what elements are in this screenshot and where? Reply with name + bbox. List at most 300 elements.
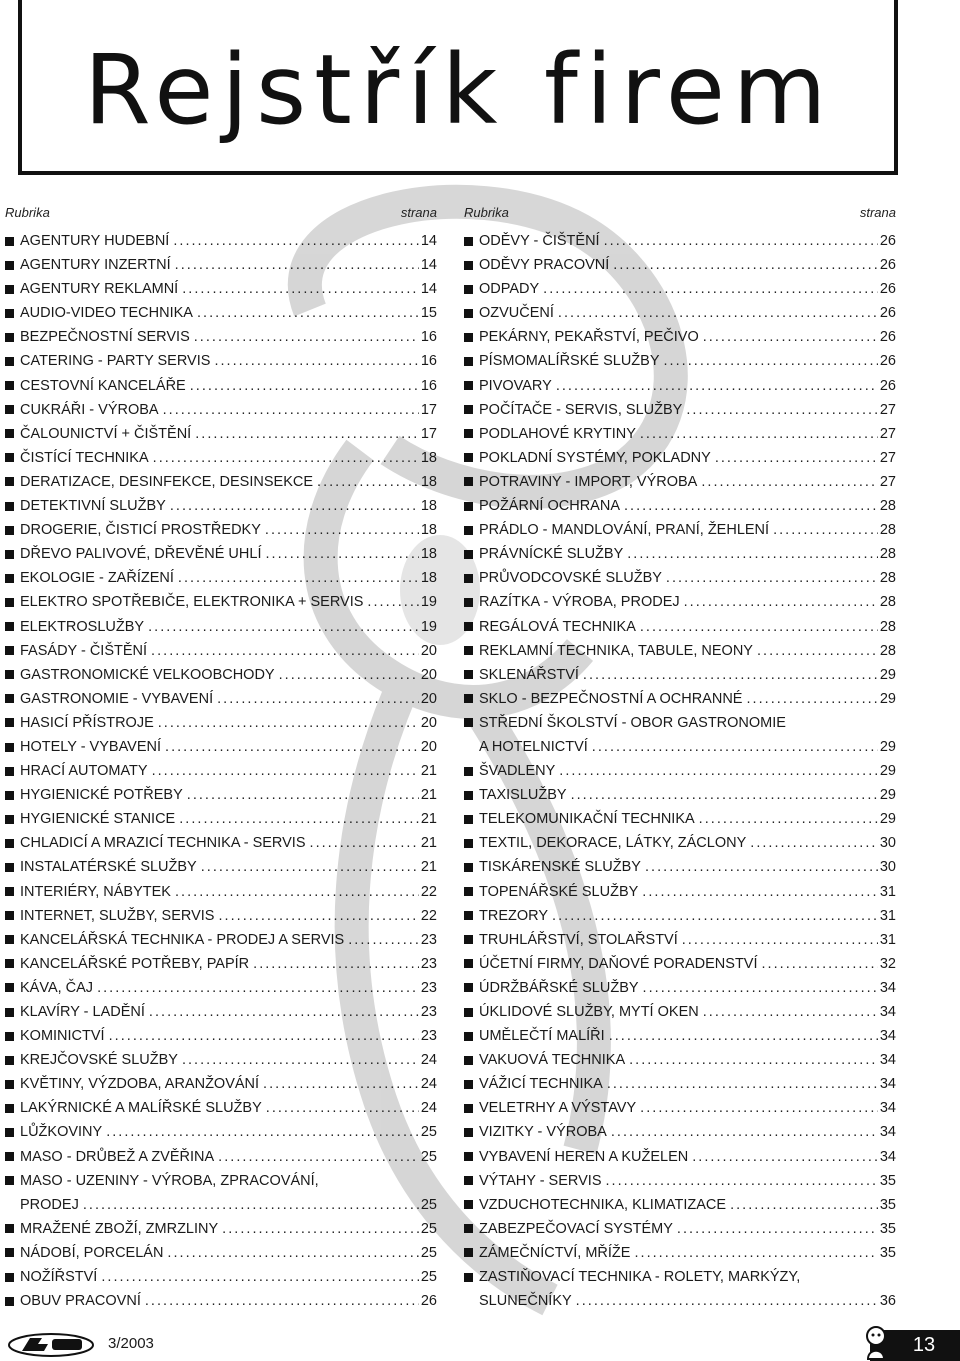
entry-page: 30 bbox=[879, 835, 896, 852]
dot-leader bbox=[682, 928, 878, 952]
bullet-square-icon bbox=[5, 502, 14, 511]
entry-name: SLUNEČNÍKY bbox=[479, 1293, 572, 1310]
entry-name: NOŽÍŘSTVÍ bbox=[20, 1269, 98, 1286]
entry-page: 28 bbox=[879, 594, 896, 611]
bullet-square-icon bbox=[464, 935, 473, 944]
entry-name: ÚDRŽBÁŘSKÉ SLUŽBY bbox=[479, 979, 639, 996]
index-entry bbox=[5, 590, 437, 614]
bullet-square-icon bbox=[464, 887, 473, 896]
index-entry bbox=[464, 277, 896, 301]
index-entry bbox=[464, 1217, 896, 1241]
bullet-square-icon bbox=[5, 1104, 14, 1113]
entry-page: 19 bbox=[420, 594, 437, 611]
bullet-square-icon bbox=[5, 261, 14, 270]
entry-name: PRODEJ bbox=[20, 1196, 79, 1213]
bullet-square-icon bbox=[5, 1224, 14, 1233]
dot-leader bbox=[152, 759, 419, 783]
entry-name: PODLAHOVÉ KRYTINY bbox=[479, 425, 636, 442]
entry-page: 27 bbox=[879, 401, 896, 418]
index-entry bbox=[5, 1048, 437, 1072]
bullet-square-icon bbox=[5, 887, 14, 896]
entry-page: 29 bbox=[879, 690, 896, 707]
dot-leader bbox=[190, 374, 419, 398]
entry-name: ODPADY bbox=[479, 281, 540, 298]
index-entry bbox=[464, 1120, 896, 1144]
index-entry bbox=[5, 1120, 437, 1144]
dot-leader bbox=[640, 422, 878, 446]
page-title: Rejstřík firem bbox=[84, 34, 835, 146]
entry-name: VAKUOVÁ TECHNIKA bbox=[479, 1052, 626, 1069]
dot-leader bbox=[179, 807, 419, 831]
entry-name: HOTELY - VYBAVENÍ bbox=[20, 738, 162, 755]
entry-page: 21 bbox=[420, 835, 437, 852]
dot-leader bbox=[266, 1096, 419, 1120]
entry-page: 21 bbox=[420, 763, 437, 780]
left-entry-list bbox=[5, 229, 437, 1313]
index-entry bbox=[464, 494, 896, 518]
strana-label: strana bbox=[859, 205, 896, 220]
index-entry bbox=[5, 349, 437, 373]
entry-name: ELEKTROSLUŽBY bbox=[20, 618, 145, 635]
index-entry bbox=[464, 928, 896, 952]
index-entry bbox=[464, 229, 896, 253]
dot-leader bbox=[222, 1217, 419, 1241]
bullet-square-icon bbox=[5, 1080, 14, 1089]
index-entry bbox=[464, 566, 896, 590]
entry-page: 22 bbox=[420, 883, 437, 900]
index-entry bbox=[464, 446, 896, 470]
entry-name: SKLO - BEZPEČNOSTNÍ A OCHRANNÉ bbox=[479, 690, 743, 707]
bullet-square-icon bbox=[5, 622, 14, 631]
entry-page: 28 bbox=[879, 642, 896, 659]
entry-name: DERATIZACE, DESINFEKCE, DESINSEKCE bbox=[20, 473, 314, 490]
dot-leader bbox=[217, 687, 419, 711]
dot-leader bbox=[145, 1289, 419, 1313]
bullet-square-icon bbox=[464, 405, 473, 414]
entry-page: 14 bbox=[420, 257, 437, 274]
left-column bbox=[5, 205, 437, 1313]
index-entry bbox=[464, 759, 896, 783]
bullet-square-icon bbox=[5, 333, 14, 342]
bullet-square-icon bbox=[464, 526, 473, 535]
bullet-square-icon bbox=[5, 598, 14, 607]
dot-leader bbox=[149, 1000, 419, 1024]
entry-page: 34 bbox=[879, 1100, 896, 1117]
entry-name: TEXTIL, DEKORACE, LÁTKY, ZÁCLONY bbox=[479, 835, 747, 852]
bullet-square-icon bbox=[5, 405, 14, 414]
bullet-square-icon bbox=[5, 839, 14, 848]
bullet-square-icon bbox=[464, 718, 473, 727]
index-entry bbox=[464, 615, 896, 639]
entry-page: 30 bbox=[879, 859, 896, 876]
entry-name: ÚČETNÍ FIRMY, DAŇOVÉ PORADENSTVÍ bbox=[479, 955, 758, 972]
right-column bbox=[464, 205, 896, 1313]
entry-page: 25 bbox=[420, 1124, 437, 1141]
dot-leader bbox=[703, 1000, 878, 1024]
entry-name: PRŮVODCOVSKÉ SLUŽBY bbox=[479, 570, 662, 587]
bullet-square-icon bbox=[5, 381, 14, 390]
dot-leader bbox=[367, 590, 418, 614]
entry-name: AGENTURY REKLAMNÍ bbox=[20, 281, 179, 298]
entry-name: OBUV PRACOVNÍ bbox=[20, 1293, 141, 1310]
entry-name: SKLENÁŘSTVÍ bbox=[479, 666, 579, 683]
dot-leader bbox=[558, 301, 878, 325]
entry-name: NÁDOBÍ, PORCELÁN bbox=[20, 1244, 164, 1261]
dot-leader bbox=[627, 542, 878, 566]
index-entry bbox=[5, 422, 437, 446]
index-entry bbox=[5, 374, 437, 398]
bullet-square-icon bbox=[464, 574, 473, 583]
index-entry bbox=[464, 1096, 896, 1120]
entry-name: POŽÁRNÍ OCHRANA bbox=[479, 498, 620, 515]
index-entry bbox=[5, 1024, 437, 1048]
entry-page: 20 bbox=[420, 642, 437, 659]
entry-page: 28 bbox=[879, 498, 896, 515]
index-entry bbox=[464, 1024, 896, 1048]
dot-leader bbox=[592, 735, 878, 759]
bullet-square-icon bbox=[5, 767, 14, 776]
entry-name: POČÍTAČE - SERVIS, SLUŽBY bbox=[479, 401, 683, 418]
index-entry bbox=[464, 855, 896, 879]
entry-page: 28 bbox=[879, 570, 896, 587]
entry-page: 31 bbox=[879, 883, 896, 900]
index-entry bbox=[464, 639, 896, 663]
bullet-square-icon bbox=[464, 477, 473, 486]
dot-leader bbox=[583, 663, 878, 687]
bullet-square-icon bbox=[5, 791, 14, 800]
entry-name: CATERING - PARTY SERVIS bbox=[20, 353, 211, 370]
index-entry bbox=[464, 663, 896, 687]
entry-page: 24 bbox=[420, 1076, 437, 1093]
entry-page: 34 bbox=[879, 1148, 896, 1165]
bullet-square-icon bbox=[5, 670, 14, 679]
entry-page: 16 bbox=[420, 377, 437, 394]
index-entry bbox=[5, 1000, 437, 1024]
dot-leader bbox=[151, 639, 419, 663]
dot-leader bbox=[310, 831, 419, 855]
entry-page: 25 bbox=[420, 1269, 437, 1286]
bullet-square-icon bbox=[5, 935, 14, 944]
entry-page: 24 bbox=[420, 1100, 437, 1117]
entry-name: TAXISLUŽBY bbox=[479, 787, 567, 804]
dot-leader bbox=[97, 976, 419, 1000]
index-entry bbox=[5, 904, 437, 928]
index-entry bbox=[464, 349, 896, 373]
dot-leader bbox=[194, 325, 419, 349]
dot-leader bbox=[666, 566, 878, 590]
bullet-square-icon bbox=[464, 646, 473, 655]
dot-leader bbox=[634, 1241, 877, 1265]
entry-page: 35 bbox=[879, 1172, 896, 1189]
index-entry bbox=[5, 1145, 437, 1169]
index-entry bbox=[464, 590, 896, 614]
bullet-square-icon bbox=[464, 502, 473, 511]
entry-page: 34 bbox=[879, 1052, 896, 1069]
dot-leader bbox=[253, 952, 419, 976]
index-entry bbox=[5, 952, 437, 976]
dot-leader bbox=[692, 1145, 878, 1169]
bullet-square-icon bbox=[464, 694, 473, 703]
dot-leader bbox=[629, 1048, 878, 1072]
entry-name: VÝTAHY - SERVIS bbox=[479, 1172, 602, 1189]
bullet-square-icon bbox=[464, 1128, 473, 1137]
entry-page: 26 bbox=[879, 329, 896, 346]
bullet-square-icon bbox=[5, 357, 14, 366]
dot-leader bbox=[684, 590, 878, 614]
entry-page: 18 bbox=[420, 449, 437, 466]
entry-name: EKOLOGIE - ZAŘÍZENÍ bbox=[20, 570, 174, 587]
entry-name: HASICÍ PŘÍSTROJE bbox=[20, 714, 154, 731]
entry-page: 15 bbox=[420, 305, 437, 322]
entry-page: 26 bbox=[879, 305, 896, 322]
bullet-square-icon bbox=[5, 1273, 14, 1282]
dot-leader bbox=[175, 253, 419, 277]
entry-name: CESTOVNÍ KANCELÁŘE bbox=[20, 377, 186, 394]
index-entry bbox=[5, 1169, 437, 1193]
dot-leader bbox=[645, 855, 878, 879]
index-entry bbox=[464, 325, 896, 349]
strana-label: strana bbox=[400, 205, 437, 220]
entry-page: 28 bbox=[879, 546, 896, 563]
index-entry bbox=[5, 1265, 437, 1289]
dot-leader bbox=[348, 928, 419, 952]
bullet-square-icon bbox=[464, 622, 473, 631]
index-entry bbox=[464, 711, 896, 735]
dot-leader bbox=[153, 446, 419, 470]
index-entry bbox=[5, 1193, 437, 1217]
index-entry bbox=[5, 759, 437, 783]
index-entry bbox=[5, 542, 437, 566]
index-entry bbox=[464, 1145, 896, 1169]
bullet-square-icon bbox=[5, 743, 14, 752]
left-column-header bbox=[5, 205, 437, 225]
dot-leader bbox=[265, 518, 419, 542]
entry-page: 26 bbox=[879, 281, 896, 298]
index-entry bbox=[5, 566, 437, 590]
entry-name: FASÁDY - ČIŠTĚNÍ bbox=[20, 642, 148, 659]
entry-page: 21 bbox=[420, 811, 437, 828]
entry-name: ÚKLIDOVÉ SLUŽBY, MYTÍ OKEN bbox=[479, 1004, 699, 1020]
index-entry bbox=[5, 1217, 437, 1241]
entry-page: 18 bbox=[420, 473, 437, 490]
entry-page: 17 bbox=[420, 401, 437, 418]
bullet-square-icon bbox=[464, 1176, 473, 1185]
index-entry bbox=[464, 1072, 896, 1096]
entry-name: AGENTURY HUDEBNÍ bbox=[20, 233, 170, 249]
entry-name: TOPENÁŘSKÉ SLUŽBY bbox=[479, 883, 639, 900]
entry-page: 24 bbox=[420, 1052, 437, 1069]
entry-page: 28 bbox=[879, 522, 896, 539]
entry-page: 35 bbox=[879, 1244, 896, 1261]
entry-name: LŮŽKOVINY bbox=[20, 1124, 103, 1141]
entry-name: ČISTÍCÍ TECHNIKA bbox=[20, 449, 149, 466]
entry-name: PRÁDLO - MANDLOVÁNÍ, PRANÍ, ŽEHLENÍ bbox=[479, 522, 770, 539]
index-entry bbox=[464, 807, 896, 831]
dot-leader bbox=[571, 783, 878, 807]
entry-page: 18 bbox=[420, 522, 437, 539]
dot-leader bbox=[158, 711, 419, 735]
bullet-square-icon bbox=[464, 959, 473, 968]
bullet-square-icon bbox=[464, 1008, 473, 1017]
dot-leader bbox=[109, 1024, 419, 1048]
entry-name: DETEKTIVNÍ SLUŽBY bbox=[20, 498, 166, 515]
entry-name: PRÁVNÍCKÉ SLUŽBY bbox=[479, 546, 624, 563]
entry-page: 26 bbox=[420, 1293, 437, 1310]
bullet-square-icon bbox=[5, 1152, 14, 1161]
dot-leader bbox=[624, 494, 878, 518]
entry-page: 23 bbox=[420, 955, 437, 972]
dot-leader bbox=[182, 1048, 419, 1072]
entry-name: KANCELÁŘSKÁ TECHNIKA - PRODEJ A SERVIS bbox=[20, 931, 345, 948]
entry-page: 20 bbox=[420, 666, 437, 683]
index-entry bbox=[5, 1241, 437, 1265]
entry-page: 27 bbox=[879, 473, 896, 490]
entry-name: KOMINICTVÍ bbox=[20, 1028, 105, 1045]
dot-leader bbox=[715, 446, 878, 470]
entry-name: CUKRÁŘI - VÝROBA bbox=[20, 401, 159, 418]
index-entry bbox=[464, 1000, 896, 1024]
right-entry-list bbox=[464, 229, 896, 1313]
entry-page: 20 bbox=[420, 738, 437, 755]
entry-page: 25 bbox=[420, 1220, 437, 1237]
dot-leader bbox=[642, 880, 878, 904]
index-entry bbox=[464, 783, 896, 807]
dot-leader bbox=[83, 1193, 419, 1217]
entry-name: HYGIENICKÉ STANICE bbox=[20, 811, 176, 828]
bullet-square-icon bbox=[5, 550, 14, 559]
entry-page: 28 bbox=[879, 618, 896, 635]
dot-leader bbox=[730, 1193, 878, 1217]
entry-name: TISKÁRENSKÉ SLUŽBY bbox=[479, 859, 641, 876]
entry-name: OZVUČENÍ bbox=[479, 305, 554, 322]
index-entry bbox=[5, 277, 437, 301]
bullet-square-icon bbox=[464, 911, 473, 920]
index-entry bbox=[464, 1048, 896, 1072]
magazine-logo-icon bbox=[8, 1333, 94, 1357]
bullet-square-icon bbox=[464, 285, 473, 294]
entry-name: VIZITKY - VÝROBA bbox=[479, 1124, 607, 1141]
dot-leader bbox=[218, 904, 418, 928]
entry-name: KANCELÁŘSKÉ POTŘEBY, PAPÍR bbox=[20, 955, 250, 972]
bullet-square-icon bbox=[464, 791, 473, 800]
index-entry bbox=[5, 855, 437, 879]
bullet-square-icon bbox=[5, 453, 14, 462]
entry-page: 20 bbox=[420, 714, 437, 731]
entry-page: 35 bbox=[879, 1220, 896, 1237]
bullet-square-icon bbox=[464, 670, 473, 679]
entry-page: 31 bbox=[879, 907, 896, 924]
entry-page: 27 bbox=[879, 449, 896, 466]
entry-page: 29 bbox=[879, 787, 896, 804]
dot-leader bbox=[214, 349, 418, 373]
bullet-square-icon bbox=[5, 1248, 14, 1257]
entry-page: 25 bbox=[420, 1196, 437, 1213]
index-entry bbox=[5, 229, 437, 253]
bullet-square-icon bbox=[5, 815, 14, 824]
entry-page: 23 bbox=[420, 931, 437, 948]
entry-page: 35 bbox=[879, 1196, 896, 1213]
entry-page: 26 bbox=[879, 257, 896, 274]
bullet-square-icon bbox=[464, 815, 473, 824]
index-entry bbox=[5, 1096, 437, 1120]
dot-leader bbox=[609, 1024, 878, 1048]
index-entry bbox=[464, 904, 896, 928]
bullet-square-icon bbox=[464, 381, 473, 390]
index-entry bbox=[464, 1289, 896, 1313]
index-entry bbox=[5, 976, 437, 1000]
bullet-square-icon bbox=[5, 1297, 14, 1306]
title-box bbox=[18, 0, 898, 175]
entry-page: 34 bbox=[879, 1004, 896, 1020]
entry-page: 29 bbox=[879, 763, 896, 780]
entry-page: 26 bbox=[879, 233, 896, 249]
entry-page: 25 bbox=[420, 1148, 437, 1165]
entry-name: KÁVA, ČAJ bbox=[20, 979, 94, 996]
bullet-square-icon bbox=[464, 863, 473, 872]
entry-page: 29 bbox=[879, 666, 896, 683]
entry-name: AUDIO-VIDEO TECHNIKA bbox=[20, 305, 193, 322]
bullet-square-icon bbox=[5, 477, 14, 486]
bullet-square-icon bbox=[464, 550, 473, 559]
dot-leader bbox=[552, 904, 878, 928]
bullet-square-icon bbox=[464, 1273, 473, 1282]
entry-name: UMĚLEČTÍ MALÍŘI bbox=[479, 1028, 605, 1045]
index-entry bbox=[464, 976, 896, 1000]
entry-page: 29 bbox=[879, 738, 896, 755]
bullet-square-icon bbox=[464, 767, 473, 776]
entry-name: ODĚVY - ČIŠTĚNÍ bbox=[479, 233, 600, 249]
entry-name: MASO - DRŮBEŽ A ZVĚŘINA bbox=[20, 1148, 215, 1165]
bullet-square-icon bbox=[464, 237, 473, 246]
entry-name: HRACÍ AUTOMATY bbox=[20, 763, 148, 780]
entry-page: 23 bbox=[420, 1004, 437, 1020]
dot-leader bbox=[170, 494, 419, 518]
entry-name: STŘEDNÍ ŠKOLSTVÍ - OBOR GASTRONOMIE bbox=[479, 714, 786, 731]
entry-page: 23 bbox=[420, 1028, 437, 1045]
entry-name: REGÁLOVÁ TECHNIKA bbox=[479, 618, 636, 635]
entry-name: ELEKTRO SPOTŘEBIČE, ELEKTRONIKA + SERVIS bbox=[20, 594, 364, 611]
bullet-square-icon bbox=[464, 429, 473, 438]
index-entry bbox=[5, 1289, 437, 1313]
bullet-square-icon bbox=[464, 333, 473, 342]
index-entry bbox=[464, 1241, 896, 1265]
dot-leader bbox=[703, 325, 878, 349]
index-entry bbox=[5, 663, 437, 687]
entry-name: BEZPEČNOSTNÍ SERVIS bbox=[20, 329, 190, 346]
dot-leader bbox=[773, 518, 878, 542]
bullet-square-icon bbox=[464, 1248, 473, 1257]
entry-page: 32 bbox=[879, 955, 896, 972]
entry-page: 34 bbox=[879, 1124, 896, 1141]
dot-leader bbox=[163, 398, 419, 422]
index-entry bbox=[5, 711, 437, 735]
entry-name: INTERIÉRY, NÁBYTEK bbox=[20, 883, 171, 900]
dot-leader bbox=[640, 1096, 878, 1120]
entry-name: ZABEZPEČOVACÍ SYSTÉMY bbox=[479, 1220, 673, 1237]
dot-leader bbox=[106, 1120, 419, 1144]
dot-leader bbox=[701, 470, 878, 494]
index-entry bbox=[464, 398, 896, 422]
entry-name: ŠVADLENY bbox=[479, 763, 556, 780]
bullet-square-icon bbox=[5, 959, 14, 968]
dot-leader bbox=[556, 374, 878, 398]
index-entry bbox=[5, 301, 437, 325]
index-entry bbox=[5, 735, 437, 759]
index-entry bbox=[464, 253, 896, 277]
index-entry bbox=[464, 422, 896, 446]
bullet-square-icon bbox=[464, 1032, 473, 1041]
index-entry bbox=[5, 398, 437, 422]
